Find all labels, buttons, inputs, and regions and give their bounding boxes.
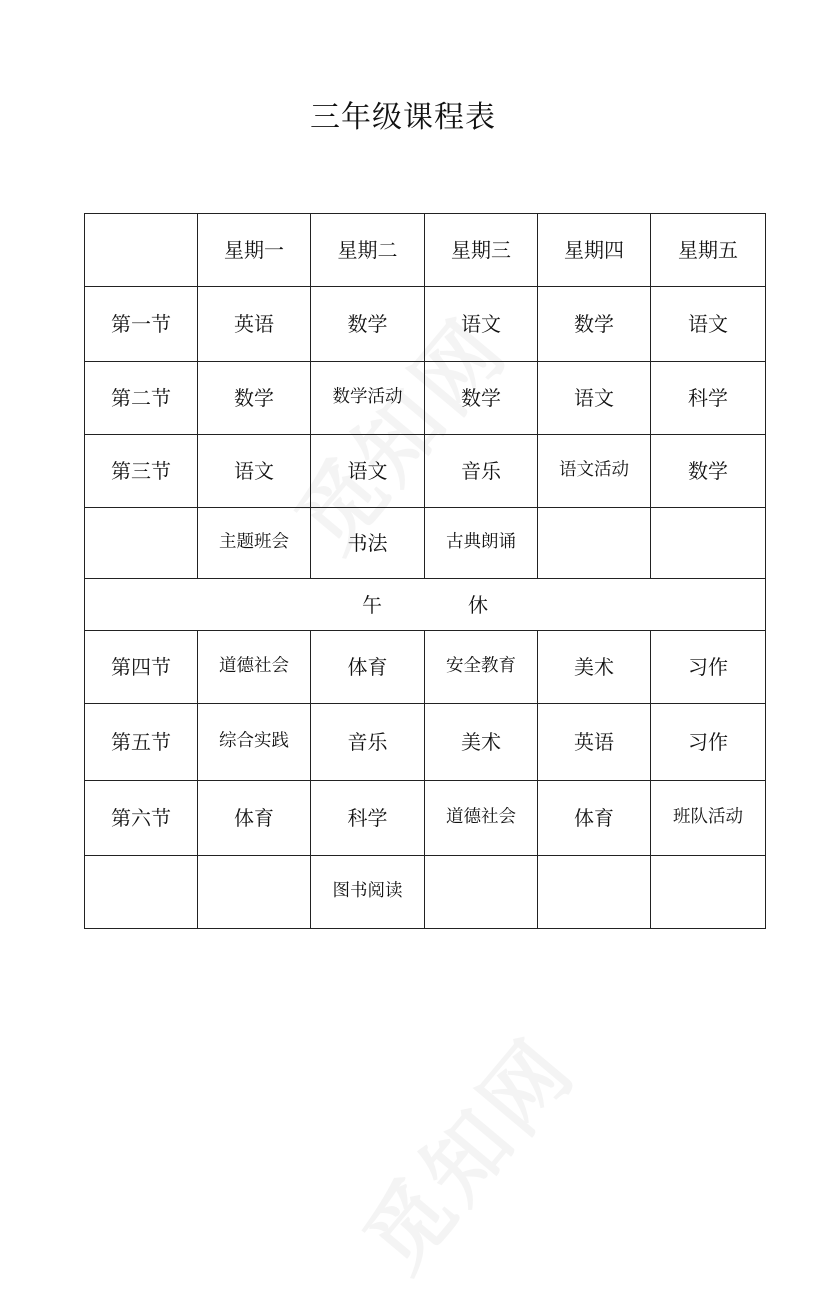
header-cell-thursday: 星期四 — [538, 214, 651, 287]
class-cell: 体育 — [311, 631, 425, 704]
header-cell-monday: 星期一 — [198, 214, 311, 287]
class-cell: 数学 — [538, 287, 651, 362]
class-cell: 科学 — [651, 362, 766, 435]
class-cell: 道德社会 — [425, 781, 538, 856]
class-cell: 美术 — [538, 631, 651, 704]
class-cell: 书法 — [311, 508, 425, 579]
page-title: 三年级课程表 — [310, 100, 496, 135]
schedule-table — [84, 213, 766, 929]
class-cell: 英语 — [198, 287, 311, 362]
period-label — [85, 856, 198, 929]
class-cell: 数学 — [311, 287, 425, 362]
period-label: 第四节 — [85, 631, 198, 704]
class-cell: 安全教育 — [425, 631, 538, 704]
class-cell: 班队活动 — [651, 781, 766, 856]
class-cell: 语文 — [425, 287, 538, 362]
period-label: 第三节 — [85, 435, 198, 508]
class-cell: 主题班会 — [198, 508, 311, 579]
header-cell-tuesday: 星期二 — [311, 214, 425, 287]
table-row-period-4 — [85, 631, 766, 704]
noon-break-text: 午 休 — [362, 592, 488, 617]
class-cell: 音乐 — [425, 435, 538, 508]
class-cell: 图书阅读 — [311, 856, 425, 929]
table-row-period-2 — [85, 362, 766, 435]
table-row-period-1 — [85, 287, 766, 362]
class-cell: 语文 — [651, 287, 766, 362]
period-label: 第六节 — [85, 781, 198, 856]
corner-cell — [85, 214, 198, 287]
class-cell — [425, 856, 538, 929]
class-cell: 综合实践 — [198, 704, 311, 781]
class-cell: 古典朗诵 — [425, 508, 538, 579]
class-cell: 体育 — [198, 781, 311, 856]
class-cell: 语文 — [198, 435, 311, 508]
class-cell: 习作 — [651, 631, 766, 704]
noon-break-row — [85, 579, 766, 631]
table-row-period-6 — [85, 781, 766, 856]
header-row — [85, 214, 766, 287]
period-label: 第一节 — [85, 287, 198, 362]
class-cell: 数学 — [651, 435, 766, 508]
class-cell — [198, 856, 311, 929]
class-cell: 体育 — [538, 781, 651, 856]
class-cell: 科学 — [311, 781, 425, 856]
noon-break-cell — [85, 579, 766, 631]
class-cell: 语文活动 — [538, 435, 651, 508]
period-label — [85, 508, 198, 579]
class-cell: 音乐 — [311, 704, 425, 781]
class-cell — [538, 508, 651, 579]
table-row-period-5 — [85, 704, 766, 781]
watermark-bottom — [332, 1008, 598, 1293]
class-cell: 道德社会 — [198, 631, 311, 704]
class-cell — [651, 508, 766, 579]
table-row-period-3 — [85, 435, 766, 508]
table-row-morning-extra — [85, 508, 766, 579]
class-cell: 数学 — [425, 362, 538, 435]
period-label: 第五节 — [85, 704, 198, 781]
class-cell: 语文 — [538, 362, 651, 435]
class-cell: 习作 — [651, 704, 766, 781]
header-cell-wednesday: 星期三 — [425, 214, 538, 287]
class-cell — [651, 856, 766, 929]
class-cell: 美术 — [425, 704, 538, 781]
class-cell: 语文 — [311, 435, 425, 508]
header-cell-friday: 星期五 — [651, 214, 766, 287]
class-cell: 数学 — [198, 362, 311, 435]
class-cell: 英语 — [538, 704, 651, 781]
table-row-afternoon-extra — [85, 856, 766, 929]
class-cell: 数学活动 — [311, 362, 425, 435]
class-cell — [538, 856, 651, 929]
period-label: 第二节 — [85, 362, 198, 435]
